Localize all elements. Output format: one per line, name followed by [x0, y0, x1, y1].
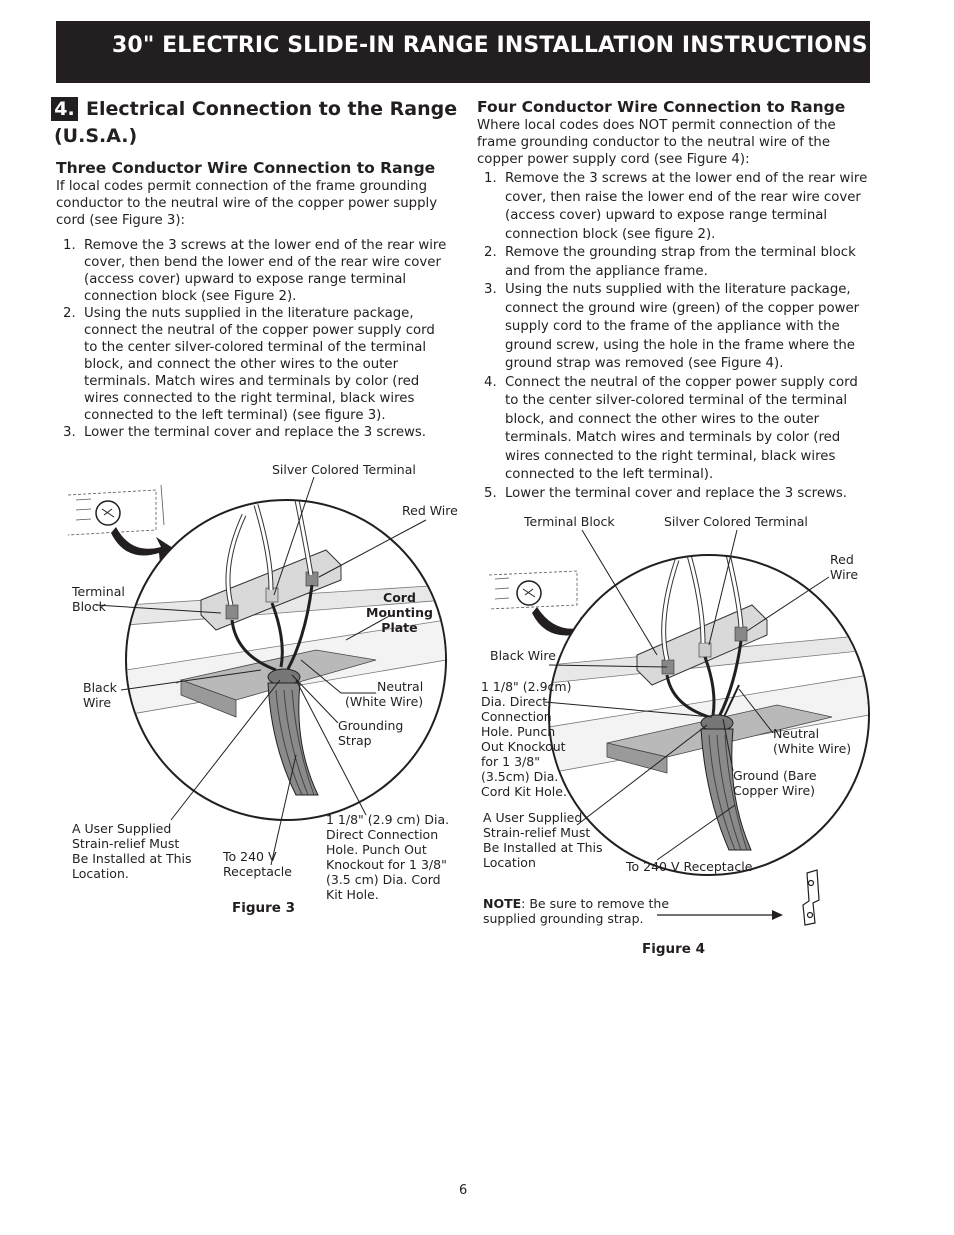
label-receptacle: To 240 V Receptacle — [223, 849, 292, 879]
three-conductor-heading: Three Conductor Wire Connection to Range — [56, 159, 436, 177]
label-red-wire: Red Wire — [402, 503, 458, 518]
label-receptacle: To 240 V Receptacle — [626, 859, 753, 874]
section-title-line2: (U.S.A.) — [54, 125, 138, 147]
figure-3-caption: Figure 3 — [232, 900, 296, 916]
figure-4 — [477, 505, 877, 960]
list-item: 5. Lower the terminal cover and replace the 3 screws. — [484, 485, 848, 501]
four-conductor-heading: Four Conductor Wire Connection to Range — [477, 98, 846, 116]
label-black-wire: Black Wire — [490, 648, 556, 663]
label-terminal-block: Terminal Block — [524, 514, 615, 529]
four-conductor-steps — [477, 170, 869, 503]
label-silver-terminal: Silver Colored Terminal — [272, 462, 416, 477]
three-conductor-intro: If local codes permit connection of the frame grounding conductor to the neutral wire of the copper power supply cord (see Figure 3): — [56, 179, 438, 228]
list-item: 2. Remove the grounding strap from the terminal block and from the appliance frame. — [484, 245, 856, 279]
page-title-banner — [56, 21, 870, 83]
list-item: 2. Using the nuts supplied in the literature package, connect the neutral of the copper power supply cord to the center silver-colored terminal of the terminal block, and connect the other wires to the outer terminals. Match wires and terminals by color (red wires connected to the right terminal, black wires connected to the left terminal) (see figure 3). — [63, 306, 435, 423]
label-hole: 1 1/8" (2.9cm) Dia. Direct Connection Hole. Punch Out Knockout for 1 3/8" (3.5cm) Dia. Cord Kit Hole. — [481, 679, 572, 799]
list-item: 3. Lower the terminal cover and replace the 3 screws. — [63, 425, 427, 440]
figure-4-caption: Figure 4 — [642, 941, 706, 957]
label-neutral: Neutral (White Wire) — [345, 679, 424, 709]
label-silver-terminal: Silver Colored Terminal — [664, 514, 808, 529]
label-red-wire: Red Wire — [830, 552, 859, 582]
label-ground: Ground (Bare Copper Wire) — [733, 768, 817, 798]
page-title: 30" ELECTRIC SLIDE-IN RANGE INSTALLATION INSTRUCTIONS — [112, 33, 868, 58]
list-item: 1. Remove the 3 screws at the lower end of the rear wire cover, then bend the lower end of the rear wire cover (access cover) upward to expose range terminal connection block (see Figure 2). — [63, 238, 447, 304]
note-remove-strap: NOTE: Be sure to remove the supplied grounding strap. — [483, 896, 670, 926]
grounding-strap-icon — [803, 870, 819, 925]
list-item: 4. Connect the neutral of the copper power supply cord to the center silver-colored terminal of the terminal block, and connect the other wires to the outer terminals. Match wires and terminals by color (red wires connected to the right terminal, black wires connected to the left terminal). — [484, 374, 858, 482]
list-item: 3. Using the nuts supplied with the literature package, connect the ground wire (green) of the copper power supply cord to the frame of the appliance with the ground screw, using the hole in the frame where the ground strap was removed (see Figure 4). — [484, 282, 860, 371]
list-item: 1. Remove the 3 screws at the lower end of the rear wire cover, then raise the lower end of the rear wire cover (access cover) upward to expose range terminal connection block (see figure 2). — [484, 171, 868, 242]
three-conductor-steps — [56, 237, 451, 441]
label-cord-mounting-plate: Cord Mounting Plate — [366, 590, 433, 635]
four-conductor-intro: Where local codes does NOT permit connection of the frame grounding conductor to the neutral wire of the copper power supply cord (see Figure 4): — [477, 118, 836, 167]
label-strain-relief: A User Supplied Strain-relief Must Be Installed at This Location. — [72, 821, 192, 881]
label-terminal-block: Terminal Block — [72, 584, 125, 614]
section-number-badge: 4. — [51, 97, 78, 121]
section-title-line1: Electrical Connection to the Range — [86, 98, 458, 120]
page-number: 6 — [459, 1183, 468, 1198]
section-title — [54, 96, 466, 150]
label-grounding-strap: Grounding Strap — [338, 718, 404, 748]
label-strain-relief: A User Supplied Strain-relief Must Be Installed at This Location — [483, 810, 603, 870]
figure-3 — [56, 455, 466, 925]
label-hole: 1 1/8" (2.9 cm) Dia. Direct Connection Hole. Punch Out Knockout for 1 3/8" (3.5 cm) Dia. Cord Kit Hole. — [326, 812, 450, 902]
label-black-wire: Black Wire — [83, 680, 117, 710]
label-neutral: Neutral (White Wire) — [773, 726, 852, 756]
